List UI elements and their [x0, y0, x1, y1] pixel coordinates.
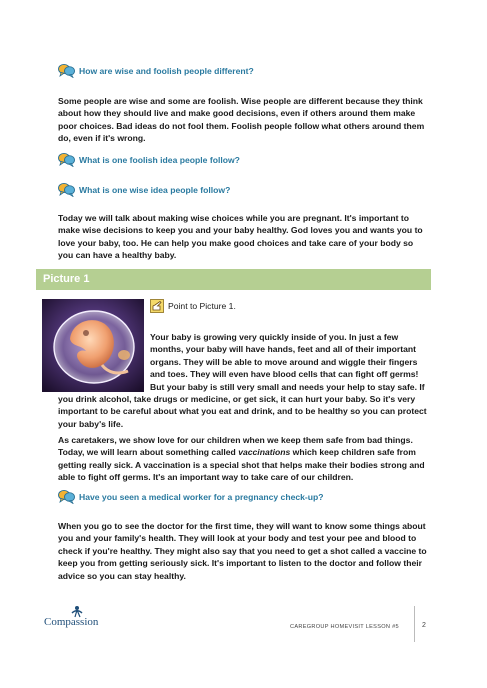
wise-choices-paragraph: Today we will talk about making wise choices while you are pregnant. It's important to make wise decisions to keep you and your baby healthy. God loves you and wants you to love your baby, too. He can help you make good choices and take care of your body so you can have a healthy baby.: [58, 213, 423, 261]
vaccinations-term: vaccinations: [238, 447, 291, 458]
question-text: Have you seen a medical worker for a pregnancy check-up?: [79, 491, 324, 502]
paragraph-line: and toes. They will even have blood cells that can fight off germs!: [150, 369, 419, 380]
paragraph-line: organs. They will be able to move around and wiggle their fingers: [150, 356, 418, 367]
discussion-question-3: [58, 182, 230, 197]
discussion-question-1: [58, 63, 254, 78]
vaccinations-paragraph: [58, 434, 430, 484]
point-instruction: [150, 299, 236, 313]
section-title: Picture 1: [43, 273, 90, 285]
page-number: 2: [422, 622, 426, 629]
pointing-hand-icon: [150, 299, 164, 313]
footer-lesson-label: CAREGROUP HOMEVISIT LESSON #5: [290, 624, 399, 630]
speech-bubbles-icon: [58, 63, 75, 78]
baby-growth-paragraph-continued: you drink alcohol, take drugs or medicine, or get sick, it can hurt your baby. So it's very important to be careful about what you eat and drink, and to be healthy so you can protect your baby's life.: [58, 394, 427, 429]
speech-bubbles-icon: [58, 152, 75, 167]
speech-bubbles-icon: [58, 489, 75, 504]
paragraph-line: But your baby is still very small and needs your help to stay safe. If: [150, 381, 425, 392]
discussion-question-2: [58, 152, 240, 167]
speech-bubbles-icon: [58, 182, 75, 197]
wise-foolish-paragraph: Some people are wise and some are foolish. Wise people are different because they think about how they should live and make good decisions, even if others around them make poor choices. Bad ideas do not fool them. Foolish people follow what others around them do, even if it's wrong.: [58, 96, 425, 144]
discussion-question-4: [58, 489, 324, 504]
vaccinations-text-before: As caretakers, we show love for our children when we keep them safe from bad things. Today, we will learn about something called: [58, 435, 413, 458]
logo-text: Compassion: [44, 616, 99, 628]
footer-divider: [414, 606, 415, 642]
paragraph-line: Your baby is growing very quickly inside of you. In just a few: [150, 332, 399, 342]
paragraph-line: months, your baby will have hands, feet and all of their important: [150, 344, 416, 355]
embryo-picture: [42, 299, 144, 392]
doctor-visit-paragraph: When you go to see the doctor for the first time, they will want to know some things about you and your family's health. They will look at your body and test your pee and blood to check if you're healthy. They might also say that you need to get a shot called a vaccine to keep you from getting seriously sick. It's important to listen to the doctor and follow their advice so you can stay healthy.: [58, 521, 427, 581]
question-text: What is one wise idea people follow?: [79, 184, 231, 195]
point-text: Point to Picture 1.: [168, 301, 236, 311]
vaccinations-text-after: which keep children safe from getting really sick. A vaccination is a special shot that helps make their bodies strong and able to fight off germs. It's an important way to take care of our children.: [58, 447, 425, 483]
baby-growth-paragraph-lines: [150, 331, 432, 393]
section-header-bar: [36, 269, 431, 290]
question-text: What is one foolish idea people follow?: [79, 154, 240, 165]
question-text: How are wise and foolish people different?: [79, 65, 254, 76]
